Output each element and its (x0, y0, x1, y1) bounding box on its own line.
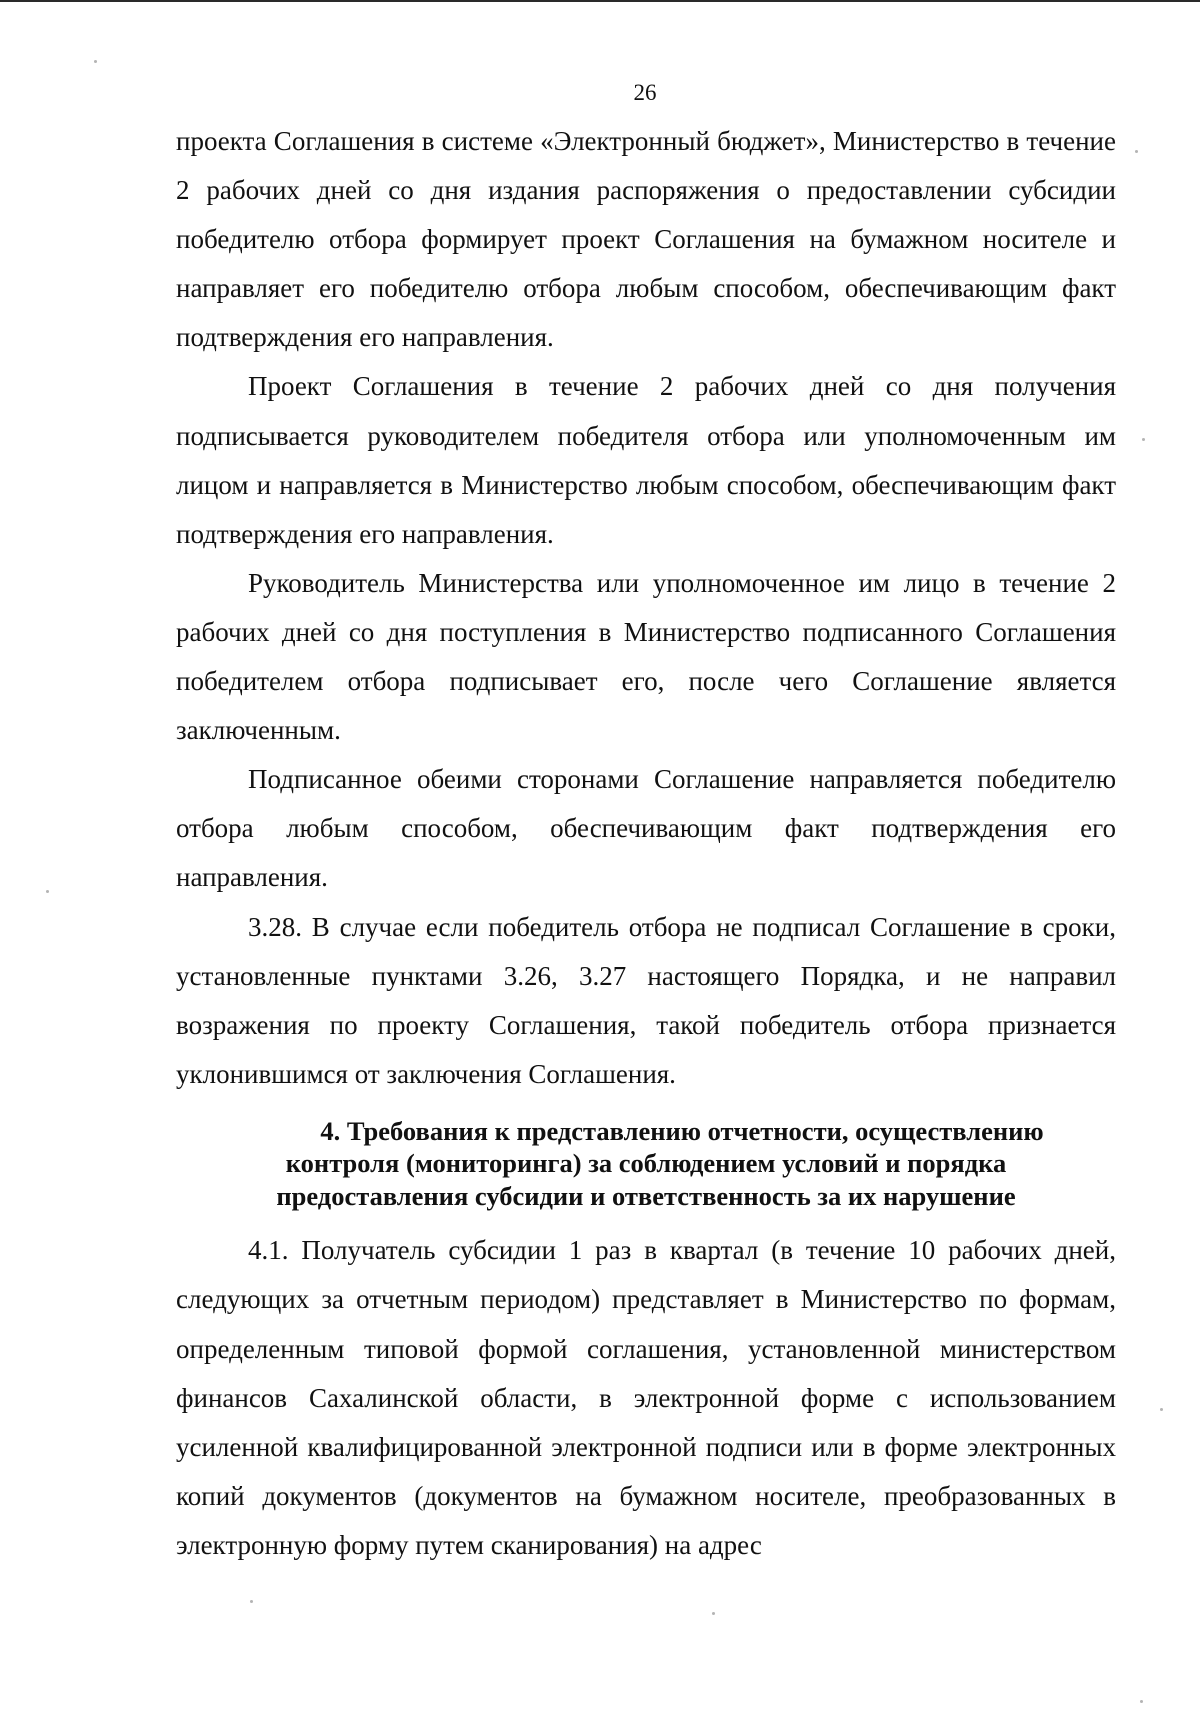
paragraph-draft-signing: Проект Соглашения в течение 2 рабочих дней со дня получения подписывается руководителем победителя отбора или уполномоченным им лицом и направляется в Министерство любым способом, обеспечивающим факт подтверждения его направления. (176, 371, 1116, 549)
scan-speck (712, 1612, 715, 1615)
scan-speck (46, 890, 49, 893)
scan-speck (94, 60, 97, 63)
top-edge-rule (0, 0, 1200, 2)
document-body (176, 117, 1116, 1570)
scan-speck (1142, 438, 1145, 441)
scan-speck (1160, 1408, 1163, 1411)
paragraph-ministry-signing: Руководитель Министерства или уполномоченное им лицо в течение 2 рабочих дней со дня поступления в Министерство подписанного Соглашения победителем отбора подписывает его, после чего Соглашение является заключенным. (176, 567, 1116, 746)
scan-speck (1140, 1700, 1143, 1703)
scan-speck (1135, 150, 1138, 153)
paragraph-3-28: 3.28. В случае если победитель отбора не подписал Соглашение в сроки, установленные пунктами 3.26, 3.27 настоящего Порядка, и не направил возражения по проекту Соглашения, такой победитель отбора признается уклонившимся от заключения Соглашения. (176, 911, 1116, 1089)
page-number: 26 (633, 80, 657, 105)
scan-speck (250, 1600, 253, 1603)
paragraph-signed-agreement: Подписанное обеими сторонами Соглашение направляется победителю отбора любым способом, обеспечивающим факт подтверждения его направления. (176, 764, 1116, 893)
paragraph-continuation: проекта Соглашения в системе «Электронный бюджет», Министерство в течение 2 рабочих дней со дня издания распоряжения о предоставлении субсидии победителю отбора формирует проект Соглашения на бумажном носителе и направляет его победителю отбора любым способом, обеспечивающим факт подтверждения его направления. (176, 126, 1116, 353)
paragraph-4-1: 4.1. Получатель субсидии 1 раз в квартал (в течение 10 рабочих дней, следующих за отчетным периодом) представляет в Министерство по формам, определенным типовой формой соглашения, установленной министерством финансов Сахалинской области, в электронной форме с использованием усиленной квалифицированной электронной подписи или в форме электронных копий документов (документов на бумажном носителе, преобразованных в электронную форму путем сканирования) на адрес (176, 1235, 1116, 1560)
section-heading: 4. Требования к представлению отчетности, осуществлению контроля (мониторинга) за соблюдением условий и порядка предоставления субсидии и ответственность за их нарушение (276, 1115, 1044, 1211)
